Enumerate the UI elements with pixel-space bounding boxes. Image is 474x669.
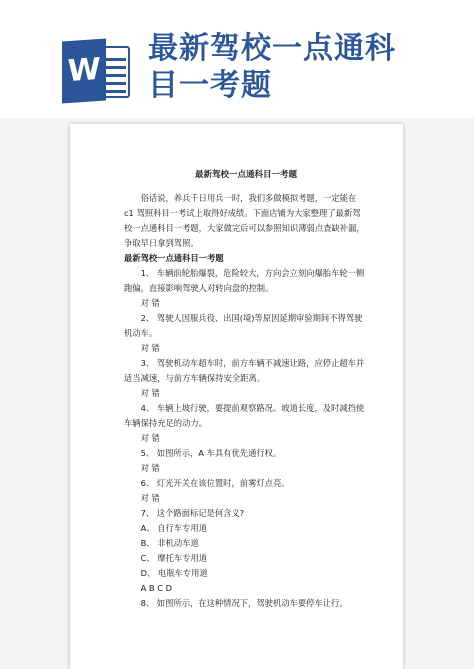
question-2-answer: 对 错 — [140, 343, 160, 353]
question-5: 5、 如图所示，A 车具有优先通行权。 — [140, 448, 282, 458]
question-3: 3、 驾驶机动车超车时，前方车辆不减速让路，应停止超车并适当减速，与前方车辆保持安全距离。 — [124, 358, 365, 383]
intro-paragraph: 俗话说，养兵千日用兵一时，我们多做模拟考题，一定能在 c1 驾照科目一考试上取得好成绩。下面店铺为大家整理了最新驾校一点通科目一考题，大家做完后可以参照知识薄弱点查缺补漏，争取早日拿到驾照。 — [124, 193, 365, 248]
document-content — [124, 168, 368, 611]
question-7-option-a: A、 自行车专用道 — [140, 523, 207, 533]
word-icon-letter: W — [62, 38, 106, 103]
document-title-line1: 最新驾校一点通科 — [148, 31, 396, 66]
question-1: 1、 车辆前轮胎爆裂，危险较大，方向会立刻向爆胎车轮一侧跑偏，直接影响驾驶人对转向盘的控制。 — [124, 268, 365, 293]
question-7-answer: A B C D — [140, 583, 173, 593]
section-subheading: 最新驾校一点通科目一考题 — [124, 253, 224, 263]
question-7: 7、 这个路面标记是何含义? — [140, 508, 245, 518]
question-4-answer: 对 错 — [140, 433, 160, 443]
question-1-answer: 对 错 — [140, 298, 160, 308]
page-heading: 最新驾校一点通科目一考题 — [194, 170, 297, 180]
header-banner — [0, 0, 474, 118]
document-page — [70, 124, 403, 669]
question-7-option-d: D、 电瓶车专用道 — [140, 568, 208, 578]
question-6: 6、 灯光开关在该位置时，前雾灯点亮。 — [140, 478, 290, 488]
question-3-answer: 对 错 — [140, 388, 160, 398]
question-5-answer: 对 错 — [140, 463, 160, 473]
question-8: 8、 如图所示，在这种情况下，驾驶机动车要停车让行。 — [140, 598, 348, 608]
question-7-option-b: B、 非机动车道 — [140, 538, 199, 548]
page-preview-area — [0, 118, 474, 669]
question-2: 2、 驾驶人因服兵役、出国(境)等原因延期审验期间不得驾驶机动车。 — [124, 313, 363, 338]
word-document-icon — [62, 40, 130, 102]
question-6-answer: 对 错 — [140, 493, 160, 503]
question-4: 4、 车辆上坡行驶，要提前观察路况、坡道长度，及时减挡使车辆保持充足的动力。 — [124, 403, 365, 428]
question-7-option-c: C、 摩托车专用道 — [140, 553, 208, 563]
document-title — [148, 30, 468, 104]
document-title-line2: 目一考题 — [148, 68, 272, 103]
